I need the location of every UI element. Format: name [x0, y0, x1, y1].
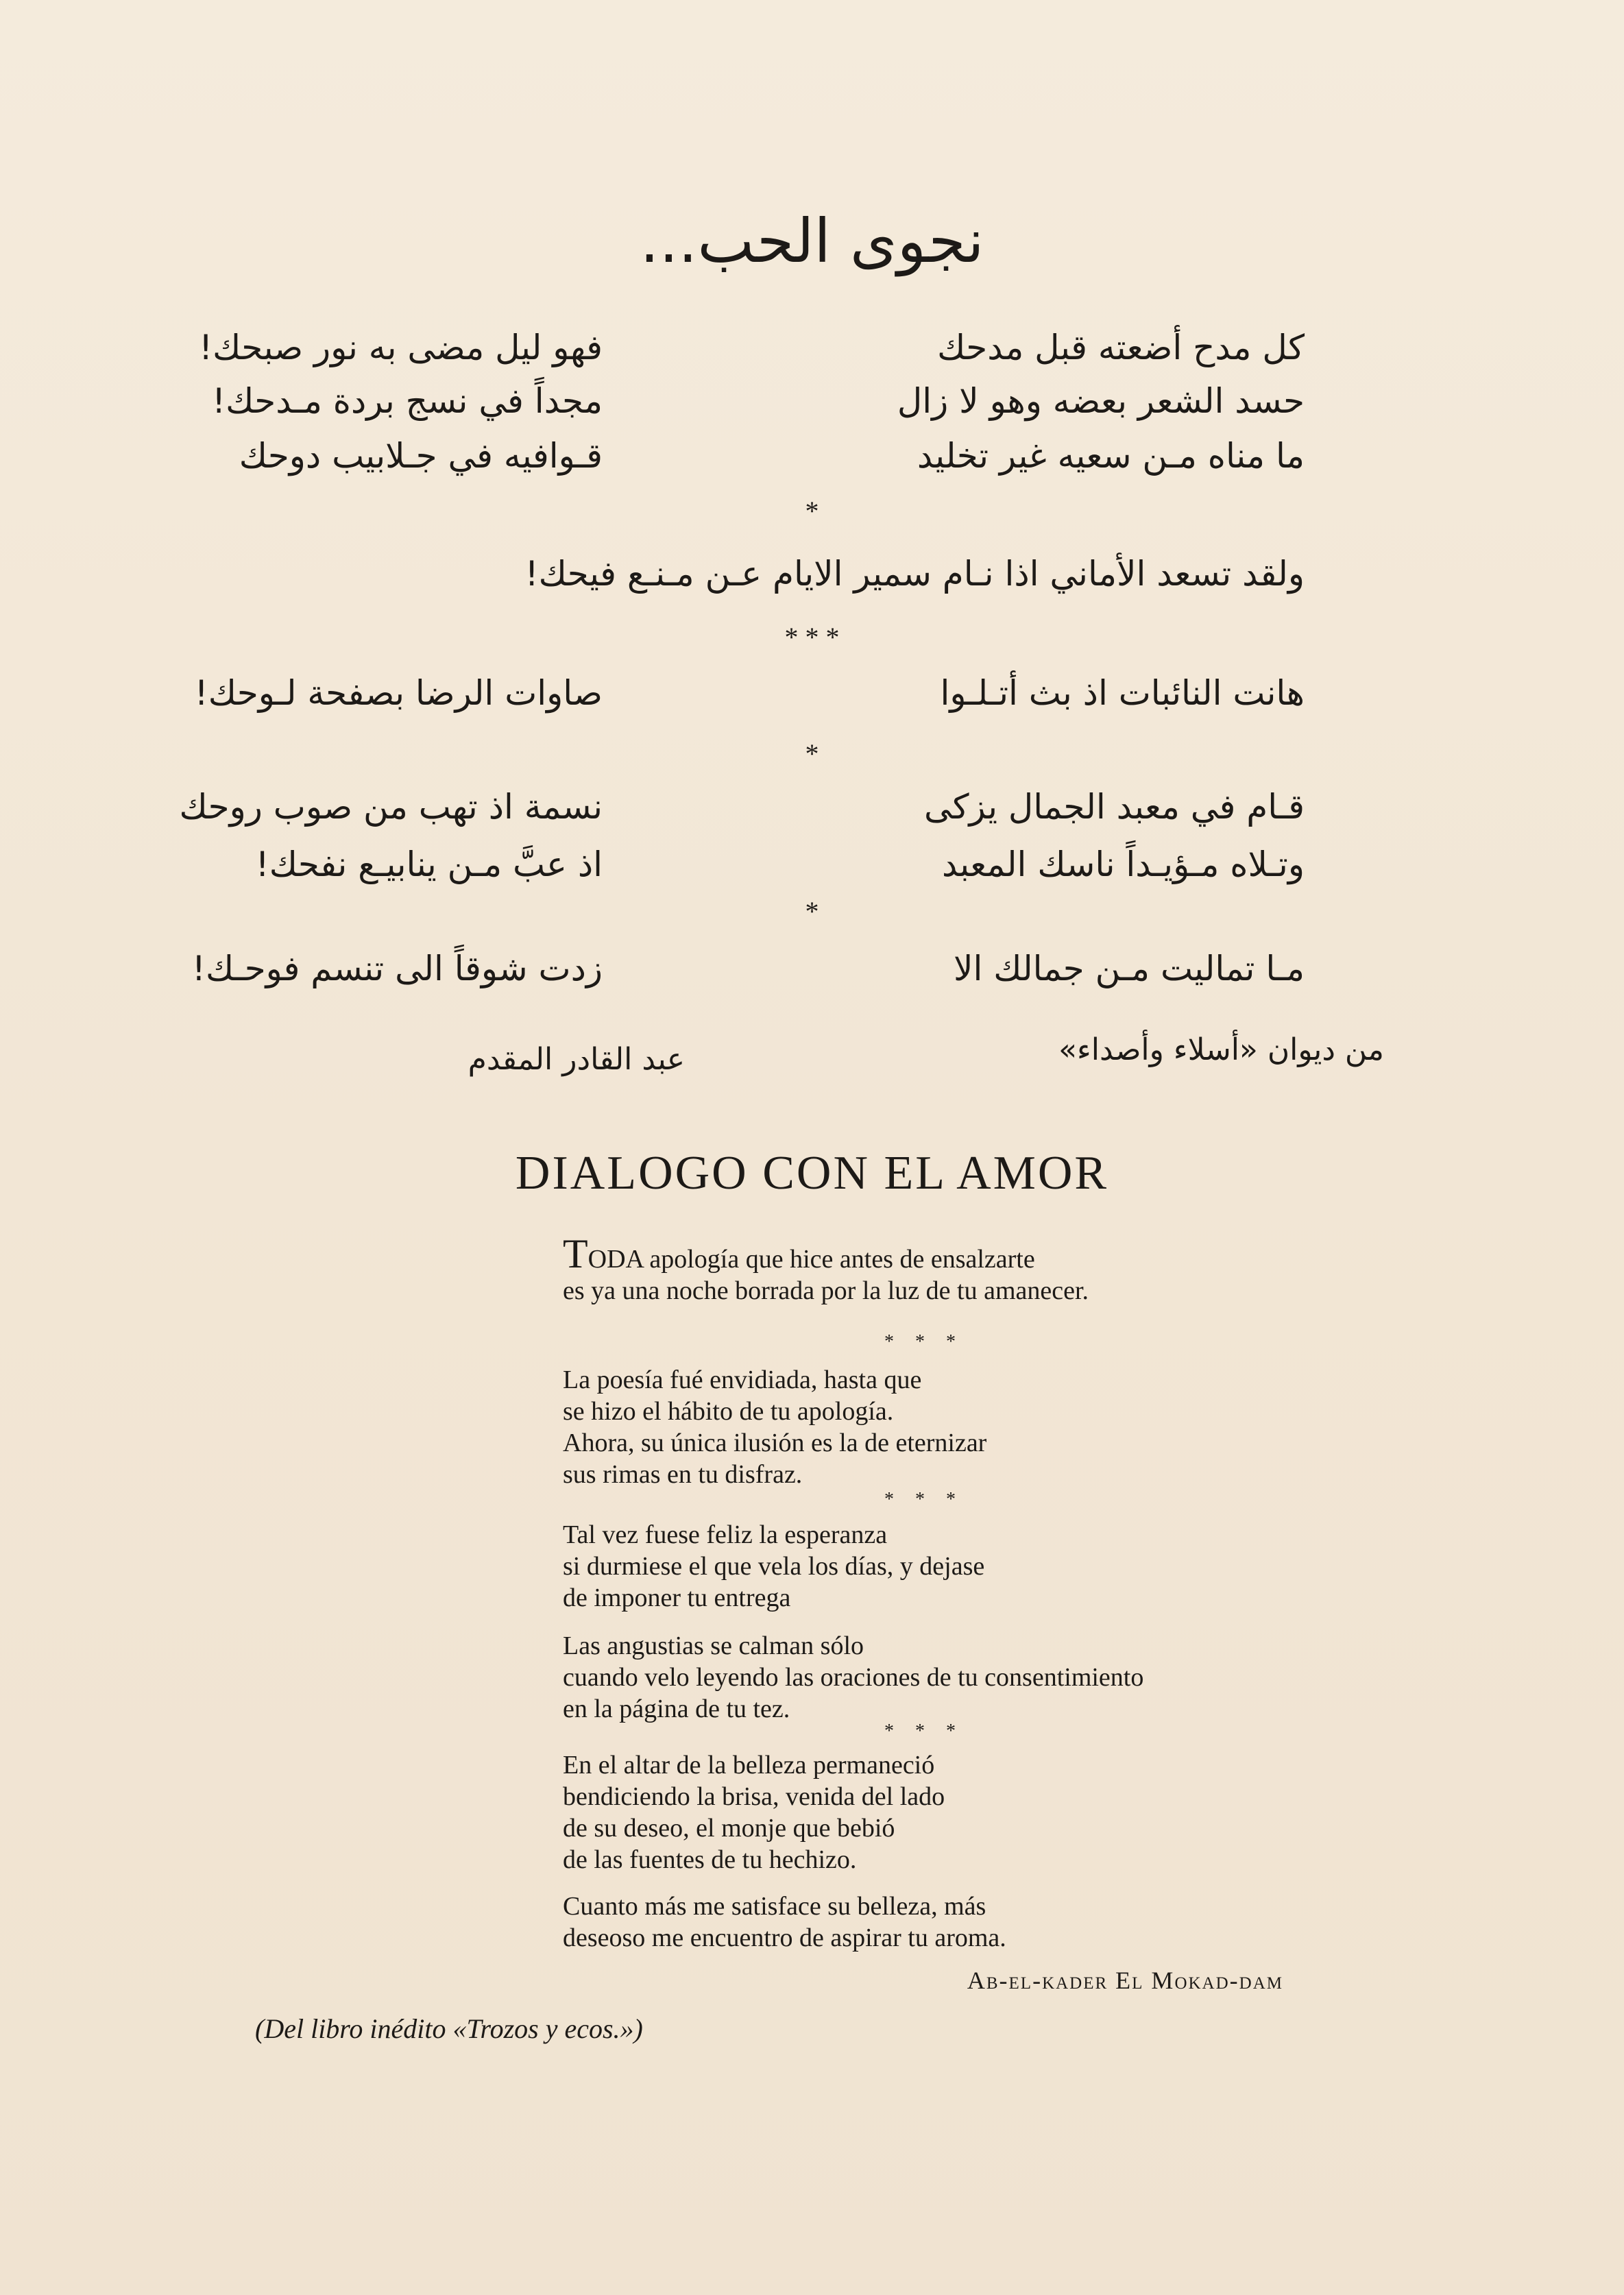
- poem-line: en la página de tu tez.: [563, 1695, 790, 1723]
- poem-line: de su deseo, el monje que bebió: [563, 1814, 895, 1843]
- arabic-verse-left: صاوات الرضا بصفحة لـوحك!: [194, 673, 603, 713]
- poem-line: se hizo el hábito de tu apología.: [563, 1397, 894, 1426]
- poem-line: Cuanto más me satisface su belleza, más: [563, 1892, 986, 1921]
- stanza-separator: * * *: [884, 1721, 964, 1742]
- poem-stanza: [563, 1364, 1317, 1490]
- arabic-separator: *: [805, 896, 819, 927]
- arabic-separator: * * *: [784, 622, 840, 653]
- poem-line: si durmiese el que vela los días, y dejase: [563, 1552, 985, 1581]
- drop-cap: T: [563, 1231, 588, 1276]
- arabic-separator: *: [805, 496, 819, 526]
- poem-line: es ya una noche borrada por la luz de tu amanecer.: [563, 1276, 1089, 1305]
- arabic-verse-left: فهو ليل مضى به نور صبحك!: [199, 328, 603, 367]
- stanza-separator: * * *: [884, 1489, 964, 1510]
- poem-stanza: [563, 1231, 1317, 1307]
- poem-line: de las fuentes de tu hechizo.: [563, 1845, 857, 1874]
- poem-line: de imponer tu entrega: [563, 1583, 791, 1612]
- arabic-separator: *: [805, 738, 819, 769]
- arabic-verse-left: نسمة اذ تهب من صوب روحك: [179, 787, 603, 827]
- poem-stanza: [563, 1749, 1317, 1875]
- poem-line: Las angustias se calman sólo: [563, 1631, 864, 1660]
- arabic-verse-left: زدت شوقاً الى تنسم فوحـك!: [191, 949, 603, 988]
- book-source-note: (Del libro inédito «Trozos y ecos.»): [255, 2013, 643, 2044]
- poem-author: Ab-el-kader El Mokad-dam: [967, 1967, 1283, 1994]
- arabic-verse-right: هانت النائبات اذ بث أتـلـوا: [940, 673, 1305, 713]
- poem-line: deseoso me encuentro de aspirar tu aroma.: [563, 1923, 1006, 1952]
- arabic-verse-right: كل مدح أضعته قبل مدحك: [937, 328, 1305, 367]
- poem-stanza: [563, 1630, 1317, 1725]
- arabic-verse-right: قـام في معبد الجمال يزكى: [924, 787, 1305, 827]
- poem-line: TODA apología que hice antes de ensalzarte: [563, 1231, 1035, 1276]
- arabic-poem-title: نجوى الحب...: [640, 206, 984, 276]
- arabic-source: من ديوان «أسلاء وأصداء»: [1058, 1032, 1384, 1067]
- poem-line: cuando velo leyendo las oraciones de tu consentimiento: [563, 1663, 1144, 1692]
- poem-line: En el altar de la belleza permaneció: [563, 1751, 935, 1780]
- arabic-verse-right: وتـلاه مـؤيـداً ناسك المعبد: [941, 845, 1305, 884]
- arabic-verse-left: مجداً في نسج بردة مـدحك!: [212, 381, 603, 421]
- arabic-verse-right: حسد الشعر بعضه وهو لا زال: [897, 381, 1305, 421]
- poem-stanza: [563, 1891, 1317, 1954]
- poem-stanza: [563, 1519, 1317, 1614]
- poem-line: Ahora, su única ilusión es la de eternizar: [563, 1429, 987, 1457]
- arabic-verse-right: ما مناه مـن سعيه غير تخليد: [917, 436, 1305, 476]
- arabic-verse-left: اذ عبَّ مـن ينابيـع نفحك!: [255, 845, 603, 884]
- arabic-verse-right: مـا تماليت مـن جمالك الا: [953, 949, 1305, 988]
- stanza-separator: * * *: [884, 1331, 964, 1352]
- spanish-poem-title: DIALOGO CON EL AMOR: [515, 1147, 1109, 1200]
- arabic-verse-left: قـوافيه في جـلابيب دوحك: [239, 436, 603, 476]
- arabic-verse-full: ولقد تسعد الأماني اذا نـام سمير الايام عـن مـنـع فيحك!: [524, 554, 1305, 594]
- poem-line: Tal vez fuese feliz la esperanza: [563, 1520, 888, 1549]
- poem-line: La poesía fué envidiada, hasta que: [563, 1365, 922, 1394]
- poem-line: sus rimas en tu disfraz.: [563, 1460, 803, 1489]
- arabic-author: عبد القادر المقدم: [468, 1042, 685, 1077]
- poem-line: bendiciendo la brisa, venida del lado: [563, 1782, 945, 1811]
